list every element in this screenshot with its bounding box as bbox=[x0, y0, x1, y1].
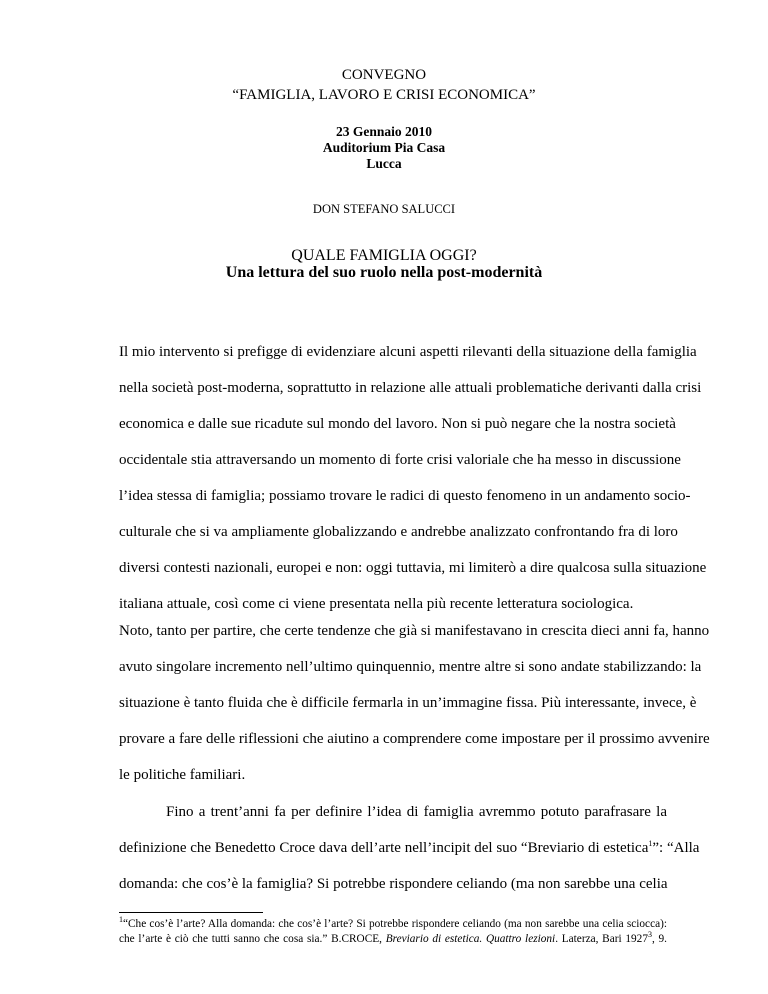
conference-city: Lucca bbox=[366, 156, 402, 171]
body-text-line: situazione è tanto fluida che è difficile fermarla in un’immagine fissa. Più interessante, invece, è bbox=[119, 695, 697, 711]
body-text-line: Fino a trent’anni fa per definire l’idea di famiglia avremmo potuto parafrasare la bbox=[166, 804, 667, 820]
footnote-line bbox=[119, 917, 667, 931]
footnote-marker: 1 bbox=[119, 915, 123, 925]
body-text-line: provare a fare delle riflessioni che aiutino a comprendere come impostare per il prossimo avvenire bbox=[119, 731, 710, 747]
paper-title: QUALE FAMIGLIA OGGI? bbox=[291, 247, 477, 264]
body-text-line: l’idea stessa di famiglia; possiamo trovare le radici di questo fenomeno in un andamento socio- bbox=[119, 488, 691, 504]
body-text-fragment: definizione che Benedetto Croce dava dell’arte nell’incipit del suo “Breviario di estetica bbox=[119, 840, 649, 856]
body-text-fragment: ”: “Alla bbox=[652, 840, 700, 856]
footnote-text: , bbox=[379, 933, 386, 945]
conference-date: 23 Gennaio 2010 bbox=[335, 124, 432, 139]
footnote-separator bbox=[119, 912, 263, 913]
body-text-line: domanda: che cos’è la famiglia? Si potrebbe rispondere celiando (ma non sarebbe una celia bbox=[119, 876, 668, 892]
footnote-book-title: Breviario di estetica. Quattro lezioni bbox=[385, 933, 556, 945]
body-text-line: Il mio intervento si prefigge di evidenziare alcuni aspetti rilevanti della situazione della famiglia bbox=[119, 344, 697, 360]
body-text-line: nella società post-moderna, soprattutto in relazione alle attuali problematiche derivanti dalla crisi bbox=[119, 380, 702, 396]
body-text-line: economica e dalle sue ricadute sul mondo del lavoro. Non si può negare che la nostra società bbox=[119, 416, 676, 432]
footnote-text: , 9. bbox=[651, 933, 668, 945]
paper-subtitle: Una lettura del suo ruolo nella post-modernità bbox=[225, 264, 543, 281]
body-text-line: italiana attuale, così come ci viene presentata nella più recente letteratura sociologica. bbox=[119, 596, 634, 612]
footnote-text: “Che cos’è l’arte? Alla domanda: che cos’è l’arte? Si potrebbe rispondere celiando (ma non sarebbe una celia sciocca): bbox=[123, 918, 667, 930]
footnote-line bbox=[119, 932, 667, 946]
footnote-author: CROCE bbox=[341, 933, 380, 945]
body-text-line: occidentale stia attraversando un momento di forte crisi valoriale che ha messo in discussione bbox=[119, 452, 681, 468]
body-text-line: le politiche familiari. bbox=[119, 767, 246, 783]
footnote-reference: 1 bbox=[648, 839, 653, 848]
footnote-edition: 3 bbox=[647, 930, 652, 940]
body-text-line: diversi contesti nazionali, europei e non: oggi tuttavia, mi limiterò a dire qualcosa sulla situazione bbox=[119, 560, 707, 576]
body-text-line: culturale che si va ampliamente globalizzando e andrebbe analizzato confrontando fra di loro bbox=[119, 524, 678, 540]
conference-title: “FAMIGLIA, LAVORO E CRISI ECONOMICA” bbox=[232, 87, 536, 103]
footnote-text: . Laterza, Bari 1927 bbox=[555, 933, 648, 945]
body-text-line-with-footnote bbox=[119, 839, 700, 857]
conference-venue: Auditorium Pia Casa bbox=[322, 140, 446, 155]
author-name: DON STEFANO SALUCCI bbox=[312, 202, 456, 216]
footnote-text: che l’arte è ciò che tutti sanno che cosa sia.” B. bbox=[119, 933, 342, 945]
body-text-line: avuto singolare incremento nell’ultimo quinquennio, mentre altre si sono andate stabilizzando: la bbox=[119, 659, 702, 675]
convegno-label: CONVEGNO bbox=[341, 67, 427, 83]
body-text-line: Noto, tanto per partire, che certe tendenze che già si manifestavano in crescita dieci anni fa, hanno bbox=[119, 623, 710, 639]
